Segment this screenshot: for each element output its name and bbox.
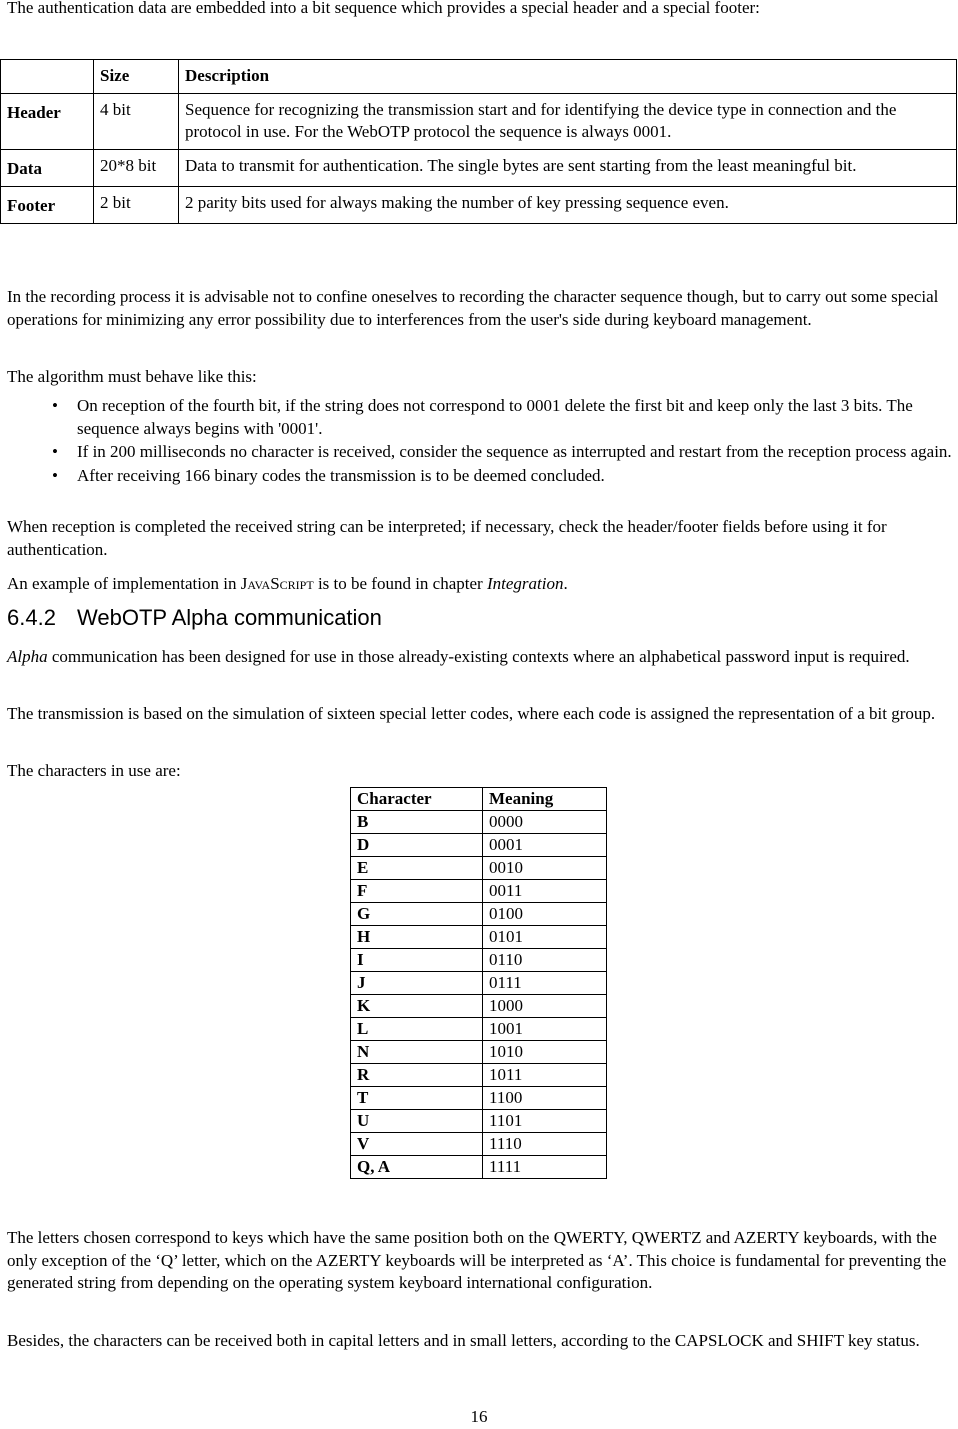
char-key: F (351, 880, 483, 903)
table-row (1, 150, 957, 187)
table-row (351, 1041, 607, 1064)
char-key: U (351, 1110, 483, 1133)
field-size: 2 bit (94, 187, 179, 224)
transmission-paragraph: The transmission is based on the simulation of sixteen special letter codes, where each code is assigned the representation of a bit group. (7, 704, 936, 723)
page-number: 16 (470, 1407, 488, 1426)
list-item (7, 465, 953, 488)
section-number: 6.4.2 (7, 605, 56, 630)
letters-paragraph: The letters chosen correspond to keys which have the same position both on the QWERTY, QWERTZ and AZERTY keyboards, with the only exception of the ‘Q’ letter, which on the AZERTY keyboards will be interpreted as ‘A’. This choice is fundamental for preventing the generated string from depending on the operating system keyboard international configuration. (7, 1228, 947, 1292)
char-bits: 1011 (483, 1064, 607, 1087)
list-item (7, 395, 953, 440)
char-bits: 0000 (483, 811, 607, 834)
field-name: Data (1, 150, 94, 187)
table-row (1, 94, 957, 150)
table-row (351, 811, 607, 834)
char-key: K (351, 995, 483, 1018)
char-bits: 1001 (483, 1018, 607, 1041)
chars-intro: The characters in use are: (7, 761, 181, 780)
bit-layout-table (0, 59, 957, 224)
caps-paragraph: Besides, the characters can be received both in capital letters and in small letters, according to the CAPSLOCK and SHIFT key status. (7, 1331, 920, 1350)
header-character: Character (351, 788, 483, 811)
field-name: Footer (1, 187, 94, 224)
char-key: T (351, 1087, 483, 1110)
list-item (7, 441, 953, 464)
example-text-middle: is to be found in chapter (313, 574, 487, 593)
table-row (351, 926, 607, 949)
char-table-header (351, 788, 607, 811)
table-row (351, 857, 607, 880)
table-row (351, 1133, 607, 1156)
table-row (351, 1110, 607, 1133)
char-key: V (351, 1133, 483, 1156)
char-bits: 0100 (483, 903, 607, 926)
char-bits: 1101 (483, 1110, 607, 1133)
char-bits: 1111 (483, 1156, 607, 1179)
char-bits: 0110 (483, 949, 607, 972)
char-key: J (351, 972, 483, 995)
algorithm-intro: The algorithm must behave like this: (7, 367, 257, 386)
alpha-term: Alpha (7, 647, 48, 666)
bullet-icon: • (52, 442, 58, 461)
example-text-before: An example of implementation in (7, 574, 241, 593)
char-key: B (351, 811, 483, 834)
table-row (351, 903, 607, 926)
field-description: Sequence for recognizing the transmission start and for identifying the device type in connection and the protocol in use. For the WebOTP protocol the sequence is always 0001. (179, 94, 957, 150)
char-bits: 0101 (483, 926, 607, 949)
field-size: 20*8 bit (94, 150, 179, 187)
char-key: Q, A (351, 1156, 483, 1179)
table-row (351, 1064, 607, 1087)
char-bits: 0010 (483, 857, 607, 880)
char-bits: 0001 (483, 834, 607, 857)
char-key: E (351, 857, 483, 880)
table-row (1, 187, 957, 224)
table-row (351, 880, 607, 903)
header-meaning: Meaning (483, 788, 607, 811)
char-key: L (351, 1018, 483, 1041)
table-row (351, 834, 607, 857)
char-bits: 0011 (483, 880, 607, 903)
table-row (351, 1156, 607, 1179)
char-bits: 0111 (483, 972, 607, 995)
intro-paragraph: The authentication data are embedded into a bit sequence which provides a special header and a special footer: (7, 0, 760, 17)
section-heading (7, 607, 382, 630)
bullet-icon: • (52, 465, 58, 485)
chapter-reference: Integration (486, 574, 564, 593)
char-key: G (351, 903, 483, 926)
alpha-paragraph (7, 646, 953, 669)
bullet-icon: • (52, 396, 58, 415)
character-table (350, 787, 607, 1179)
table-row (351, 1087, 607, 1110)
char-key: N (351, 1041, 483, 1064)
header-cell-empty (1, 60, 94, 94)
example-text-after: . (563, 574, 568, 593)
table-row (351, 1018, 607, 1041)
char-key: H (351, 926, 483, 949)
table-row (351, 972, 607, 995)
table-header-row (1, 60, 957, 94)
field-description: 2 parity bits used for always making the number of key pressing sequence even. (179, 187, 957, 224)
list-item-text: On reception of the fourth bit, if the string does not correspond to 0001 delete the first bit and keep only the last 3 bits. The sequence always begins with '0001'. (77, 396, 913, 438)
section-title: WebOTP Alpha communication (77, 605, 382, 630)
header-cell-size: Size (94, 60, 179, 94)
char-key: I (351, 949, 483, 972)
language-name: JavaScript (240, 574, 314, 593)
recording-paragraph: In the recording process it is advisable not to confine oneselves to recording the character sequence though, but to carry out some special operations for minimizing any error possibility due to interferences from the user's side during keyboard management. (7, 287, 939, 329)
char-bits: 1100 (483, 1087, 607, 1110)
field-size: 4 bit (94, 94, 179, 150)
reception-paragraph: When reception is completed the received string can be interpreted; if necessary, check the header/footer fields before using it for authentication. (7, 517, 887, 559)
char-key: R (351, 1064, 483, 1087)
table-row (351, 949, 607, 972)
table-row (351, 995, 607, 1018)
alpha-text: communication has been designed for use in those already-existing contexts where an alphabetical password input is required. (47, 647, 910, 666)
algorithm-list (7, 395, 953, 487)
char-bits: 1000 (483, 995, 607, 1018)
example-paragraph (7, 573, 953, 596)
list-item-text: If in 200 milliseconds no character is received, consider the sequence as interrupted and restart from the reception process again. (77, 442, 952, 461)
header-cell-description: Description (179, 60, 957, 94)
list-item-text: After receiving 166 binary codes the transmission is to be deemed concluded. (77, 465, 605, 485)
char-bits: 1110 (483, 1133, 607, 1156)
field-description: Data to transmit for authentication. The single bytes are sent starting from the least meaningful bit. (179, 150, 957, 187)
field-name: Header (1, 94, 94, 150)
char-key: D (351, 834, 483, 857)
char-bits: 1010 (483, 1041, 607, 1064)
